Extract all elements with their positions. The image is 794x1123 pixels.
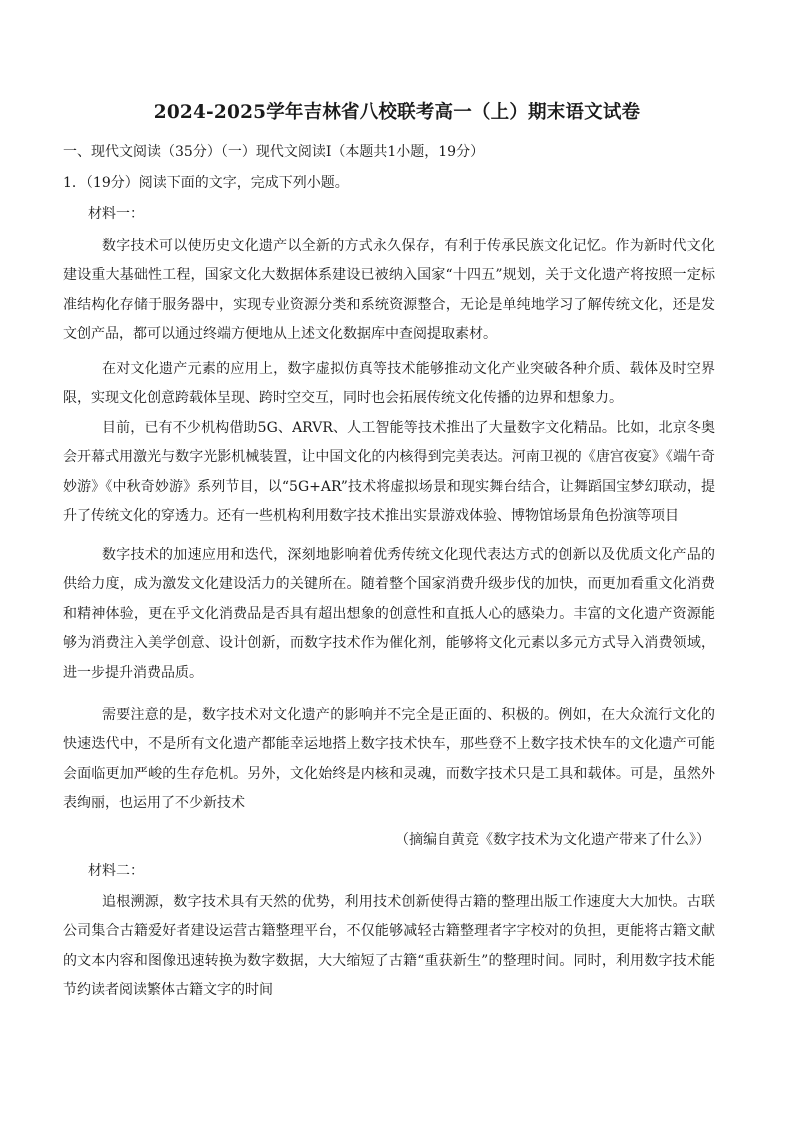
exam-title: 2024-2025学年吉林省八校联考高一（上）期末语文试卷 <box>153 102 641 123</box>
question-stem: 1．（19分）阅读下面的文字，完成下列小题。 <box>63 175 349 191</box>
material-two-label: 材料二： <box>88 863 144 879</box>
material-one-label: 材料一： <box>88 206 144 222</box>
material-one-source: （摘编自黄竞《数字技术为文化遗产带来了什么》） <box>395 832 710 848</box>
section-heading: 一、现代文阅读（35分）（一）现代文阅读Ⅰ（本题共1小题，19分） <box>63 144 485 160</box>
material-one-paragraph-4: 数字技术的加速应用和迭代，深刻地影响着优秀传统文化现代表达方式的创新以及优质文化产品的供给力度，成为激发文化建设活力的关键所在。随着整个国家消费升级步伐的加快，而更加看重文化消费和精神体验，更在乎文化消费品是否具有超出想象的创意性和直抵人心的感染力。丰富的文化遗产资源能够为消费注入美学创意、设计创新，而数字技术作为催化剂，能够将文化元素以多元方式导入消费领域，进一步提升消费品质。 <box>63 547 715 681</box>
material-one-paragraph-2: 在对文化遗产元素的应用上，数字虚拟仿真等技术能够推动文化产业突破各种介质、载体及时空界限，实现文化创意跨载体呈现、跨时空交互，同时也会拓展传统文化传播的边界和想象力。 <box>63 361 715 407</box>
material-one-paragraph-1: 数字技术可以使历史文化遗产以全新的方式永久保存，有利于传承民族文化记忆。作为新时代文化建设重大基础性工程，国家文化大数据体系建设已被纳入国家“十四五”规划，关于文化遗产将按照一定标准结构化存储于服务器中，实现专业资源分类和系统资源整合，无论是单纯地学习了解传统文化，还是发文创产品，都可以通过终端方便地从上述文化数据库中查阅提取素材。 <box>63 238 715 343</box>
material-one-paragraph-3: 目前，已有不少机构借助5G、ARVR、人工智能等技术推出了大量数字文化精品。比如，北京冬奥会开幕式用激光与数字光影机械装置，让中国文化的内核得到完美表达。河南卫视的《唐宫夜宴》《端午奇妙游》《中秋奇妙游》系列节目，以“5G+AR”技术将虚拟场景和现实舞台结合，让舞蹈国宝梦幻联动，提升了传统文化的穿透力。还有一些机构利用数字技术推出实景游戏体验、博物馆场景角色扮演等项目 <box>63 420 715 525</box>
material-two-paragraph-1: 追根溯源，数字技术具有天然的优势，利用技术创新使得古籍的整理出版工作速度大大加快。古联公司集合古籍爱好者建设运营古籍整理平台，不仅能够减轻古籍整理者字字校对的负担，更能将古籍文献的文本内容和图像迅速转换为数字数据，大大缩短了古籍“重获新生”的整理时间。同时，利用数字技术能节约读者阅读繁体古籍文字的时间 <box>63 894 715 999</box>
material-one-paragraph-5: 需要注意的是，数字技术对文化遗产的影响并不完全是正面的、积极的。例如，在大众流行文化的快速迭代中，不是所有文化遗产都能幸运地搭上数字技术快车，那些登不上数字技术快车的文化遗产可能会面临更加严峻的生存危机。另外，文化始终是内核和灵魂，而数字技术只是工具和载体。可是，虽然外表绚丽，也运用了不少新技术 <box>63 707 715 812</box>
